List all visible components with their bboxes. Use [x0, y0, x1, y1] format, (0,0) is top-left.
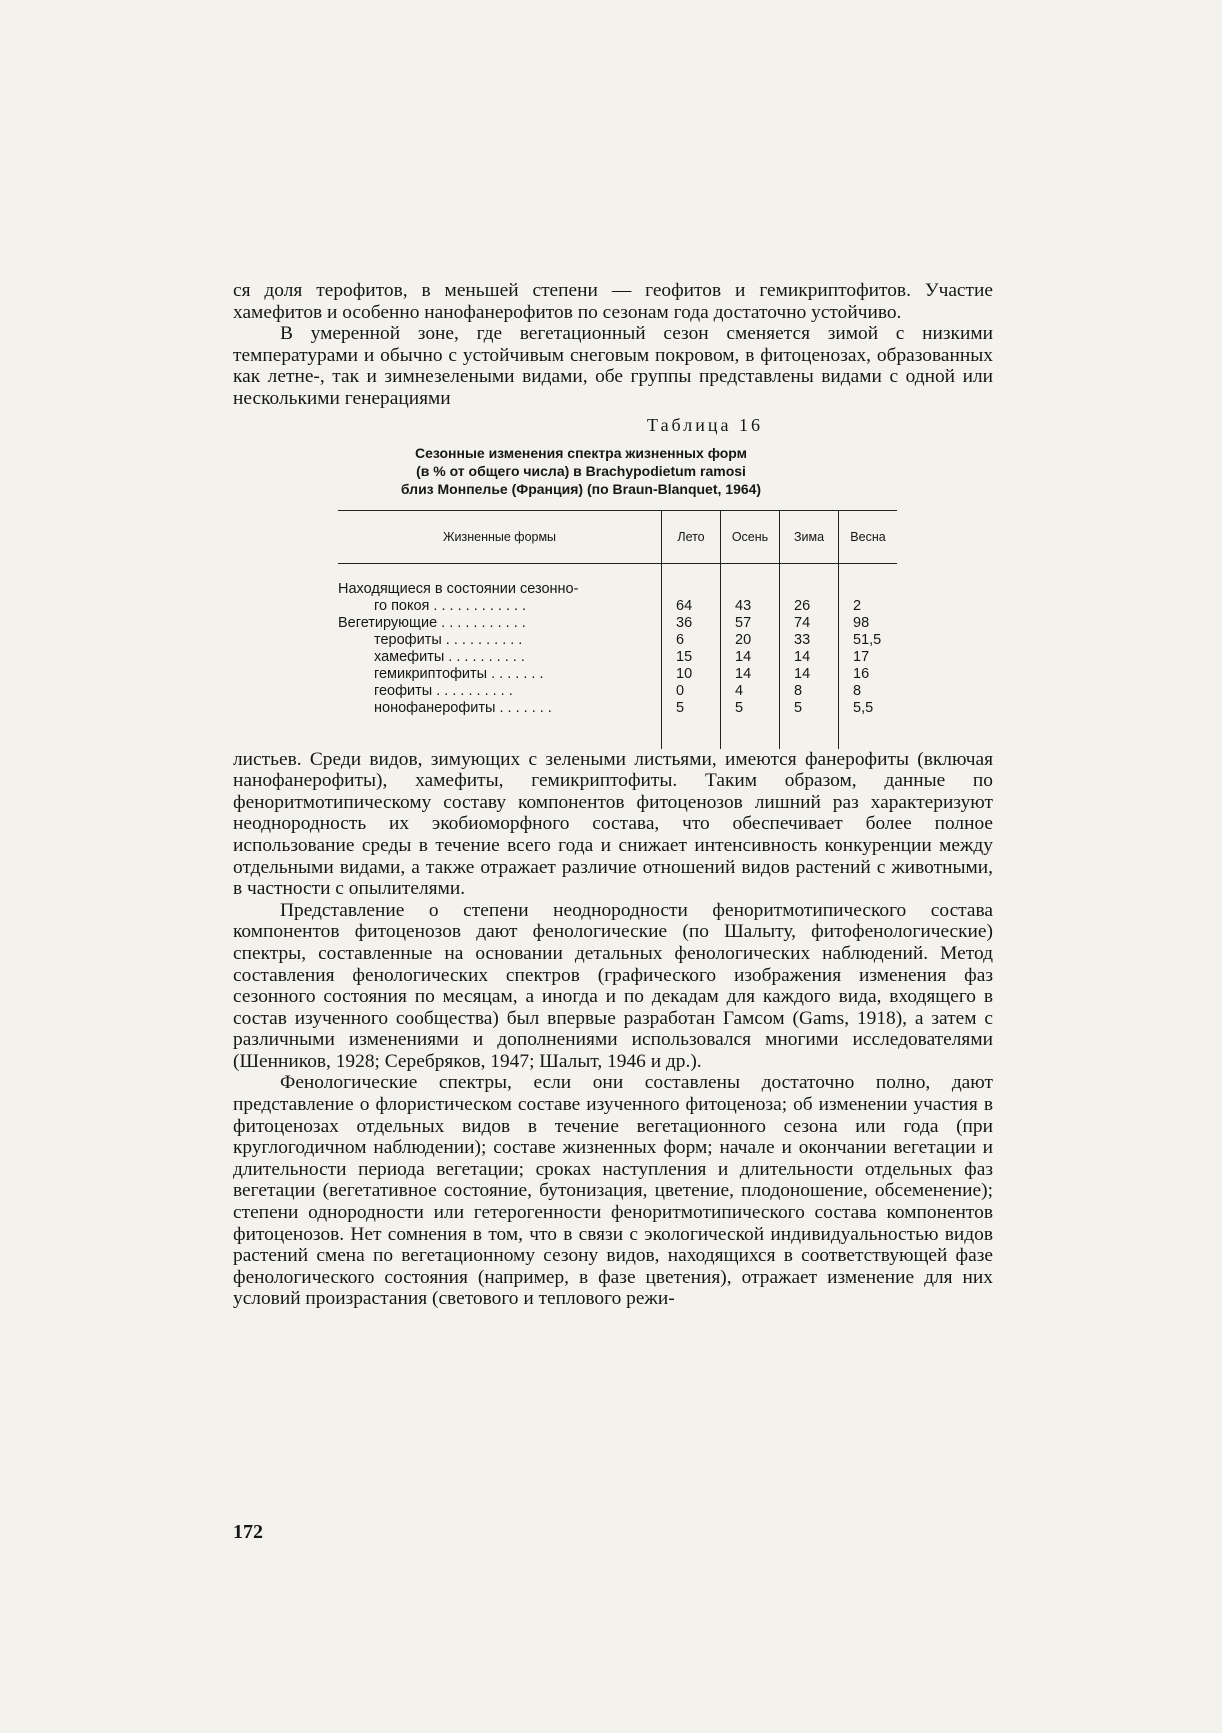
table-row: [338, 700, 897, 717]
cell-summer: 6: [662, 632, 721, 649]
table-row: [338, 666, 897, 683]
life-forms-table: [338, 510, 897, 749]
header-autumn: Осень: [721, 510, 780, 563]
table-row: [338, 581, 897, 598]
row-name: Вегетирующие . . . . . . . . . . .: [338, 614, 526, 631]
table-row: [338, 649, 897, 666]
page-number: 172: [233, 1521, 263, 1543]
cell-winter: 14: [780, 666, 839, 683]
cell-spring: 8: [839, 683, 898, 700]
cell-summer: 0: [662, 683, 721, 700]
row-name: го покоя . . . . . . . . . . . .: [374, 597, 527, 614]
cell-spring: 17: [839, 649, 898, 666]
cell-winter: 5: [780, 700, 839, 717]
caption-line: Сезонные изменения спектра жизненных форм: [414, 444, 748, 461]
cell-winter: 74: [780, 615, 839, 632]
table-header-row: [338, 510, 897, 563]
table-tail: [338, 717, 897, 749]
table-label: Таблица 16: [647, 414, 763, 435]
paragraph-body-3: Фенологические спектры, если они составлены достаточно полно, дают представление о флористическом составе изученного фитоценоза; об изменении участия в фитоценозах отдельных видов в течение вегетационного сезона или года (при круглогодичном наблюдении); составе жизненных форм; начале и окончании вегетации и длительности периода вегетации; сроках наступления и длительности отдельных фаз вегетации (вегетативное состояние, бутонизация, цветение, плодоношение, обсеменение); степени однородности или гетерогенности феноритмотипического состава компонентов фитоценозов. Нет сомнения в том, что в связи с экологической индивидуальностью видов растений смена по вегетационному сезону видов, находящихся в соответствующей фазе фенологического состояния (например, в фазе цветения), отражает изменение для них условий произрастания (светового и теплового режи-: [233, 1072, 993, 1310]
table-row: [338, 683, 897, 700]
cell-summer: 5: [662, 700, 721, 717]
cell-winter: 26: [780, 598, 839, 615]
row-name: гемикриптофиты . . . . . . .: [374, 665, 544, 682]
cell-autumn: 57: [721, 615, 780, 632]
row-name: хамефиты . . . . . . . . . .: [374, 648, 525, 665]
cell-autumn: 43: [721, 598, 780, 615]
cell-summer: 64: [662, 598, 721, 615]
table-row: [338, 598, 897, 615]
paragraph-body-1: листьев. Среди видов, зимующих с зелеными листьями, имеются фанерофиты (включая нанофанерофиты), хамефиты, гемикриптофиты. Таким образом, данные по феноритмотипическому составу компонентов фитоценозов лишний раз характеризуют неоднородность их экобиоморфного состава, что обеспечивает более полное использование среды в течение всего года и снижает интенсивность конкуренции между отдельными видами, а также отражает различие отношений видов растений с животными, в частности с опылителями.: [233, 748, 993, 900]
caption-line: (в % от общего числа) в Brachypodietum ramosi: [416, 462, 746, 479]
caption-line: близ Монпелье (Франция) (по Braun-Blanquet, 1964): [400, 480, 762, 497]
row-name-line1: Находящиеся в состоянии сезонно-: [338, 580, 579, 597]
cell-spring: 5,5: [839, 700, 898, 717]
header-winter: Зима: [780, 510, 839, 563]
cell-autumn: 14: [721, 666, 780, 683]
cell-summer: 15: [662, 649, 721, 666]
row-name: нонофанерофиты . . . . . . .: [374, 699, 552, 716]
row-name: геофиты . . . . . . . . . .: [374, 682, 513, 699]
table-spacer: [338, 563, 897, 581]
cell-summer: 10: [662, 666, 721, 683]
cell-spring: 16: [839, 666, 898, 683]
cell-autumn: 14: [721, 649, 780, 666]
table-caption: [321, 444, 841, 498]
table-row: [338, 632, 897, 649]
paragraph-intro-2: В умеренной зоне, где вегетационный сезон сменяется зимой с низкими температурами и обычно с устойчивым снеговым покровом, в фитоценозах, образованных как летне-, так и зимнезелеными видами, обе группы представлены видами с одной или несколькими генерациями: [233, 323, 993, 409]
cell-autumn: 20: [721, 632, 780, 649]
row-name: терофиты . . . . . . . . . .: [374, 631, 523, 648]
cell-winter: 14: [780, 649, 839, 666]
table-row: [338, 615, 897, 632]
header-summer: Лето: [662, 510, 721, 563]
cell-autumn: 5: [721, 700, 780, 717]
cell-summer: 36: [662, 615, 721, 632]
page-content: [233, 280, 993, 1310]
header-spring: Весна: [839, 510, 898, 563]
cell-autumn: 4: [721, 683, 780, 700]
table-16: [233, 415, 993, 749]
cell-winter: 33: [780, 632, 839, 649]
paragraph-body-2: Представление о степени неоднородности феноритмотипического состава компонентов фитоценозов дают фенологические (по Шалыту, фитофенологические) спектры, составленные на основании детальных фенологических наблюдений. Метод составления фенологических спектров (графического изображения изменения фаз сезонного состояния по месяцам, а иногда и по декадам для каждого вида, входящего в состав изученного сообщества) был впервые разработан Гамсом (Gams, 1918), а затем с различными изменениями и дополнениями использовался многими исследователями (Шенников, 1928; Серебряков, 1947; Шалыт, 1946 и др.).: [233, 899, 993, 1072]
paragraph-intro-1: ся доля терофитов, в меньшей степени — геофитов и гемикриптофитов. Участие хамефитов и особенно нанофанерофитов по сезонам года достаточно устойчиво.: [233, 280, 993, 323]
cell-spring: 98: [839, 615, 898, 632]
cell-spring: 2: [839, 598, 898, 615]
cell-winter: 8: [780, 683, 839, 700]
header-life-forms: Жизненные формы: [338, 510, 662, 563]
cell-spring: 51,5: [839, 632, 898, 649]
